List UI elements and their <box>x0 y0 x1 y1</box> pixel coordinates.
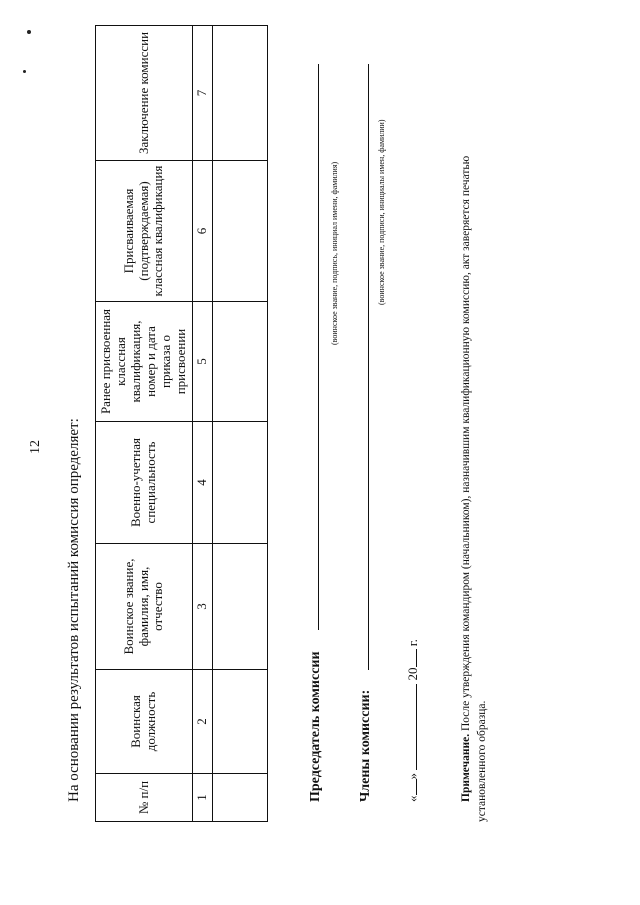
chairman-caption: (воинское звание, подпись, инициал имени, фамилия) <box>330 161 339 345</box>
date-year-suffix: г. <box>405 639 420 647</box>
chairman-label: Председатель комиссии <box>308 651 323 802</box>
column-number: 3 <box>193 544 213 670</box>
column-number: 6 <box>193 161 213 302</box>
table-header-row <box>96 26 193 822</box>
members-signature-line <box>368 64 369 670</box>
note <box>458 102 490 822</box>
column-number: 4 <box>193 422 213 544</box>
note-text: После утверждения командиром (начальником), назначившим квалификационную комиссию, акт заверяется печатью установленного образца. <box>460 155 488 822</box>
date-line <box>405 639 421 802</box>
column-number: 2 <box>193 670 213 774</box>
empty-table-row <box>213 26 268 822</box>
chairman-signature-line <box>318 64 319 630</box>
column-header-specialty: Военно-учетная специальность <box>96 422 193 544</box>
date-month-blank <box>416 684 417 770</box>
page-number: 12 <box>28 440 43 454</box>
column-number: 7 <box>193 26 213 161</box>
table-cell <box>213 26 268 161</box>
note-label: Примечание. <box>460 733 472 802</box>
results-table <box>95 25 268 822</box>
date-year-prefix: 20 <box>405 667 420 681</box>
column-number: 5 <box>193 302 213 422</box>
column-header-assigned-qualification: Присваиваемая (подтверждаемая) классная квалификация <box>96 161 193 302</box>
column-header-previous-qualification: Ранее присвоенная классная квалификация, номер и дата приказа о присвоении <box>96 302 193 422</box>
intro-text: На основании результатов испытаний комиссия определяет: <box>66 418 82 802</box>
table-cell <box>213 670 268 774</box>
date-year-blank <box>416 650 417 668</box>
table-cell <box>213 161 268 302</box>
date-quote-open: « <box>405 795 420 802</box>
table-cell <box>213 302 268 422</box>
column-header-rank-name: Воинское звание, фамилия, имя, отчество <box>96 544 193 670</box>
column-number-row <box>193 26 213 822</box>
column-number: 1 <box>193 774 213 822</box>
date-day-blank <box>416 780 417 796</box>
table-cell <box>213 422 268 544</box>
date-quote-close: » <box>405 773 420 780</box>
members-label: Члены комиссии: <box>358 689 373 802</box>
table-cell <box>213 774 268 822</box>
members-caption: (воинское звание, подписи, инициалы имен, фамилии) <box>377 119 386 305</box>
column-header-position: Воинская должность <box>96 670 193 774</box>
table-cell <box>213 544 268 670</box>
column-header-number: № п/п <box>96 774 193 822</box>
column-header-conclusion: Заключение комиссии <box>96 26 193 161</box>
